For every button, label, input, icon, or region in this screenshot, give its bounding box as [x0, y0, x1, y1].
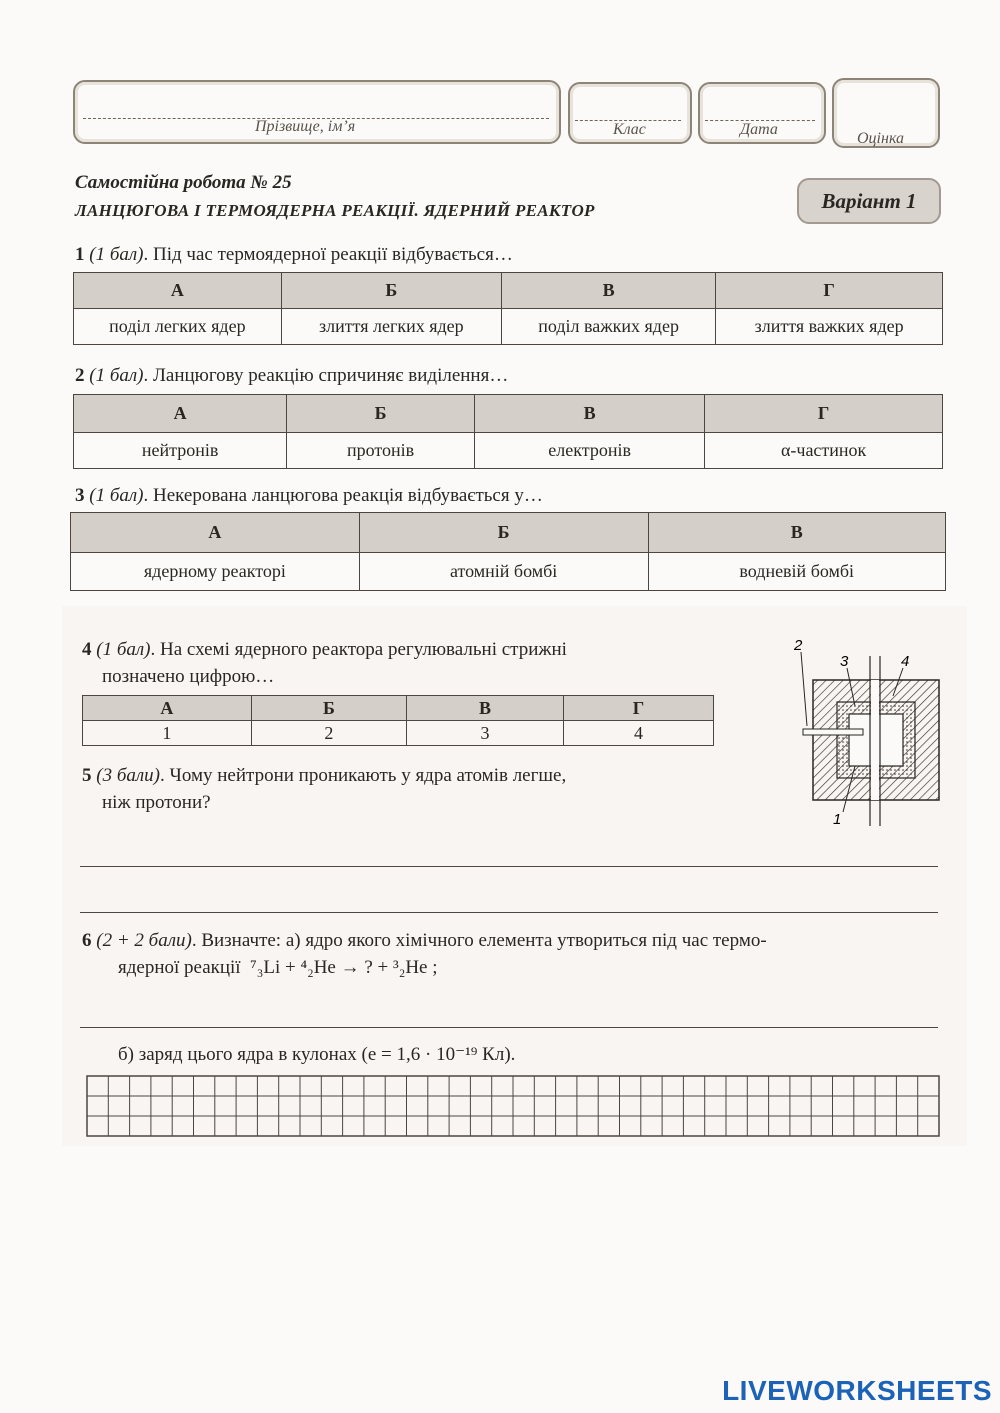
- variant-badge: Варіант 1: [797, 178, 941, 224]
- q4-option-b[interactable]: 2: [251, 721, 406, 746]
- q2-header-c: В: [474, 395, 704, 433]
- q6a-answer-line[interactable]: [80, 1027, 938, 1028]
- q2-header-b: Б: [287, 395, 475, 433]
- question-1: 1 (1 бал). Під час термоядерної реакції відбувається…: [75, 244, 513, 265]
- work-title: Самостійна робота № 25: [75, 172, 292, 193]
- q1-option-d[interactable]: злиття важких ядер: [716, 309, 943, 345]
- diagram-label-2: 2: [794, 637, 803, 654]
- question-3: 3 (1 бал). Некерована ланцюгова реакція відбувається у…: [75, 485, 543, 506]
- leader-2: [801, 652, 807, 726]
- question-6: 6 (2 + 2 бали). Визначте: а) ядро якого хімічного елемента утвориться під час термо-: [82, 930, 767, 951]
- q2-option-c[interactable]: електронів: [474, 433, 704, 469]
- control-rod: [803, 729, 863, 735]
- q3-option-c[interactable]: водневій бомбі: [648, 553, 946, 591]
- q4-option-d[interactable]: 4: [563, 721, 713, 746]
- diagram-label-3: 3: [840, 653, 849, 670]
- q1-header-c: В: [501, 273, 715, 309]
- reactor-diagram: [785, 636, 945, 828]
- q5-answer-line-1[interactable]: [80, 866, 938, 867]
- liveworksheets-logo: LIVEWORKSHEETS: [722, 1375, 992, 1406]
- q1-option-b[interactable]: злиття легких ядер: [281, 309, 501, 345]
- question-5-line2: ніж протони?: [102, 792, 211, 813]
- q1-option-c[interactable]: поділ важких ядер: [501, 309, 715, 345]
- q3-header-b: Б: [359, 513, 648, 553]
- q1-header-b: Б: [281, 273, 501, 309]
- q2-header-a: А: [74, 395, 287, 433]
- diagram-label-1: 1: [833, 811, 842, 828]
- name-caption: Прізвище, ім’я: [255, 118, 356, 135]
- question-5: 5 (3 бали). Чому нейтрони проникають у ядра атомів легше,: [82, 765, 567, 786]
- q1-header-a: А: [74, 273, 282, 309]
- q4-header-a: А: [83, 696, 252, 721]
- q1-option-a[interactable]: поділ легких ядер: [74, 309, 282, 345]
- q4-option-c[interactable]: 3: [407, 721, 564, 746]
- q4-header-d: Г: [563, 696, 713, 721]
- reaction-equation: ⁷₃Li + ⁴₂He → ? + ³₂He ;: [250, 957, 438, 978]
- q3-answer-table: [70, 512, 946, 591]
- q4-option-a[interactable]: 1: [83, 721, 252, 746]
- grade-caption: Оцінка: [857, 130, 905, 147]
- question-4-line2: позначено цифрою…: [102, 666, 275, 687]
- q4-answer-table: [82, 695, 714, 746]
- q5-answer-line-2[interactable]: [80, 912, 938, 913]
- q1-answer-table: [73, 272, 943, 345]
- work-subtitle: ЛАНЦЮГОВА І ТЕРМОЯДЕРНА РЕАКЦІЇ. ЯДЕРНИЙ РЕАКТОР: [75, 201, 595, 220]
- q3-header-c: В: [648, 513, 946, 553]
- q3-header-a: А: [71, 513, 360, 553]
- q2-option-d[interactable]: α-частинок: [705, 433, 943, 469]
- q4-header-b: Б: [251, 696, 406, 721]
- date-caption: Дата: [740, 121, 778, 138]
- q2-option-b[interactable]: протонів: [287, 433, 475, 469]
- q3-option-a[interactable]: ядерному реакторі: [71, 553, 360, 591]
- pipe-gap: [871, 680, 879, 800]
- class-caption: Клас: [613, 121, 646, 138]
- diagram-label-4: 4: [901, 653, 910, 670]
- question-4: 4 (1 бал). На схемі ядерного реактора регулювальні стрижні: [82, 639, 567, 660]
- question-6b: б) заряд цього ядра в кулонах (e = 1,6 · 10⁻¹⁹ Кл).: [118, 1044, 516, 1065]
- q2-header-d: Г: [705, 395, 943, 433]
- answer-grid[interactable]: [86, 1075, 942, 1139]
- q4-header-c: В: [407, 696, 564, 721]
- question-2: 2 (1 бал). Ланцюгову реакцію спричиняє виділення…: [75, 365, 509, 386]
- q3-option-b[interactable]: атомній бомбі: [359, 553, 648, 591]
- q2-answer-table: [73, 394, 943, 469]
- q1-header-d: Г: [716, 273, 943, 309]
- q2-option-a[interactable]: нейтронів: [74, 433, 287, 469]
- question-6-line2: ядерної реакції ⁷₃Li + ⁴₂He → ? + ³₂He ;: [118, 957, 438, 978]
